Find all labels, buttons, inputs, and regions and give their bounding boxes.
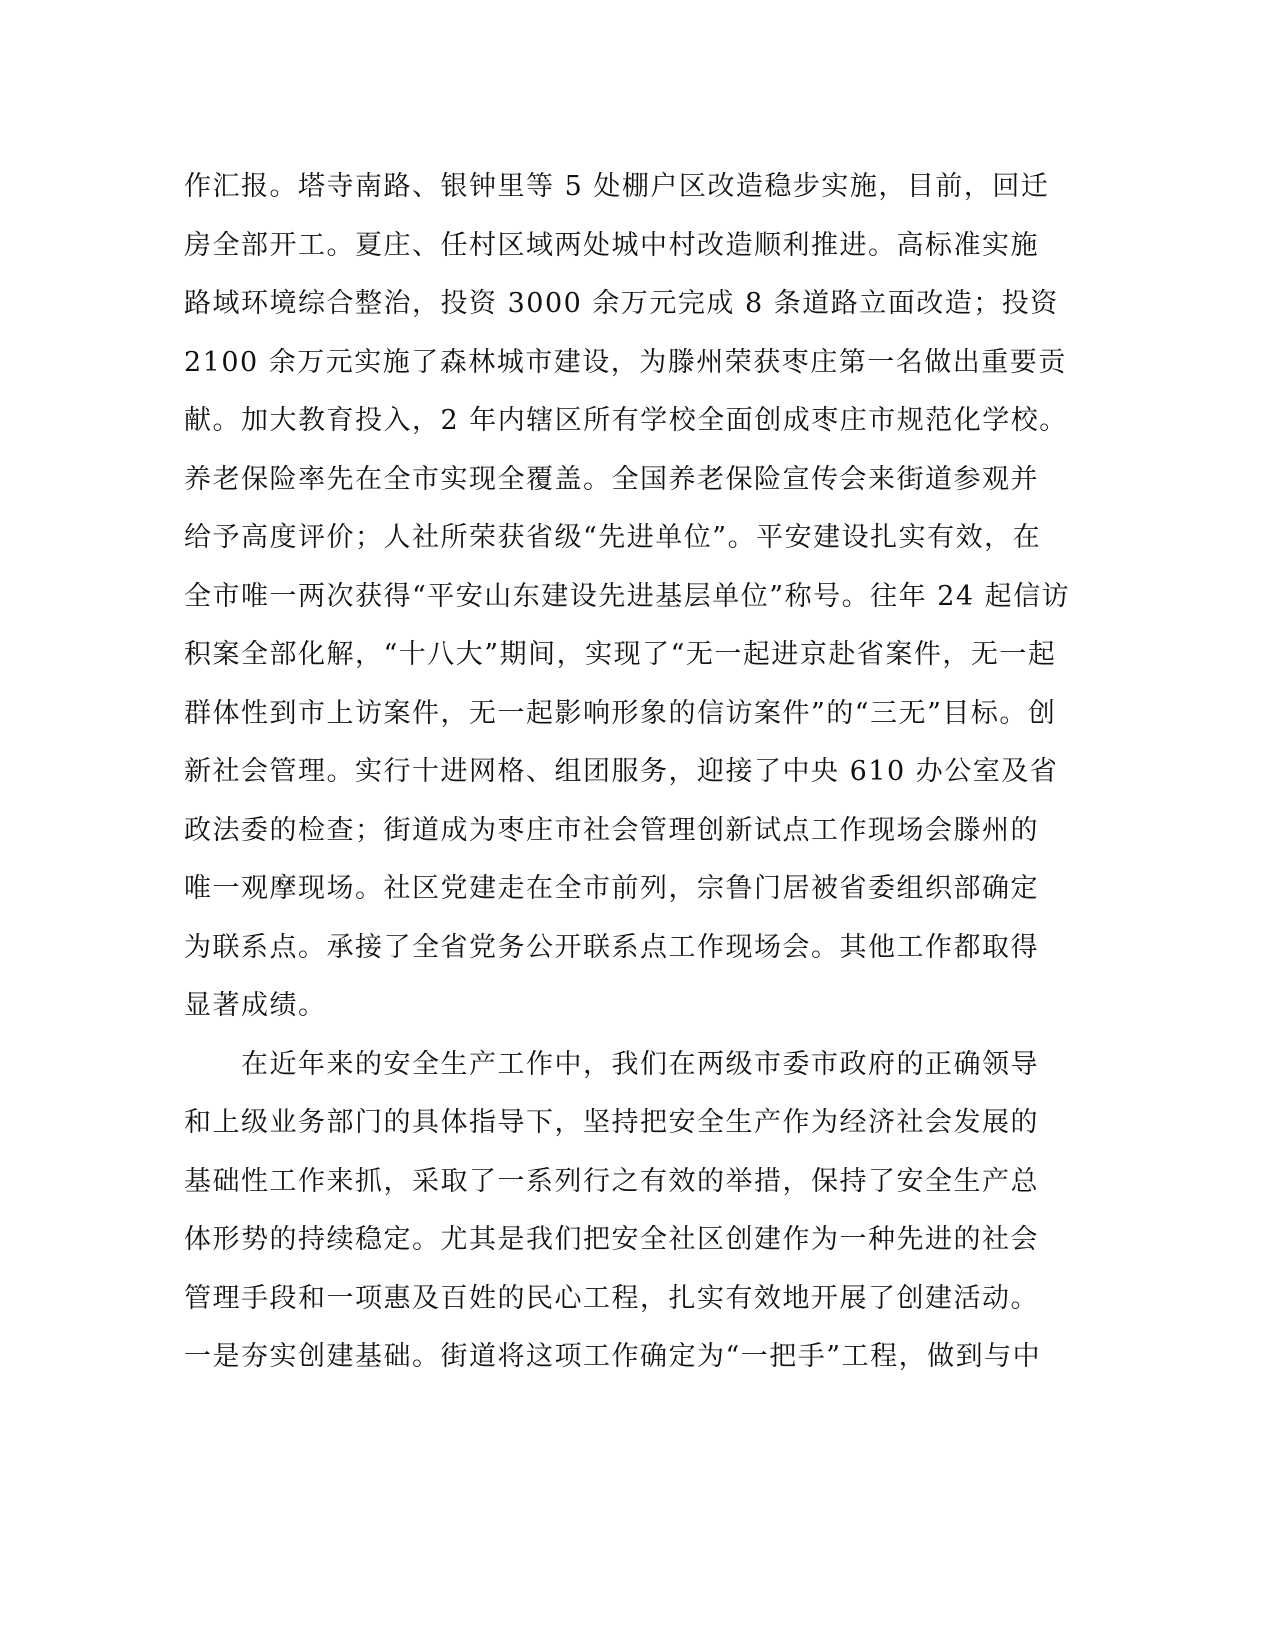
text-line: 积案全部化解，“十八大”期间，实现了“无一起进京赴省案件，无一起 xyxy=(184,639,1057,670)
text-line: 和上级业务部门的具体指导下，坚持把安全生产作为经济社会发展的 xyxy=(184,1107,1039,1138)
text-line: 新社会管理。实行十进网格、组团服务，迎接了中央 610 办公室及省 xyxy=(184,756,1059,787)
text-line: 给予高度评价；人社所荣获省级“先进单位”。平安建设扎实有效，在 xyxy=(184,522,1042,553)
text-line: 基础性工作来抓，采取了一系列行之有效的举措，保持了安全生产总 xyxy=(184,1165,1039,1197)
text-line: 全市唯一两次获得“平安山东建设先进基层单位”称号。往年 24 起信访 xyxy=(184,580,1071,612)
text-line: 显著成绩。 xyxy=(184,990,327,1021)
text-line: 在近年来的安全生产工作中，我们在两级市委市政府的正确领导 xyxy=(184,1048,1039,1080)
text-line: 一是夯实创建基础。街道将这项工作确定为“一把手”工程，做到与中 xyxy=(184,1341,1042,1372)
text-line: 唯一观摩现场。社区党建走在全市前列，宗鲁门居被省委组织部确定 xyxy=(184,873,1039,904)
text-line: 群体性到市上访案件，无一起影响形象的信访案件”的“三无”目标。创 xyxy=(184,697,1057,729)
text-line: 养老保险率先在全市实现全覆盖。全国养老保险宣传会来街道参观并 xyxy=(184,463,1039,495)
text-line: 体形势的持续稳定。尤其是我们把安全社区创建作为一种先进的社会 xyxy=(184,1224,1039,1255)
body-text xyxy=(184,158,1071,1387)
text-line: 为联系点。承接了全省党务公开联系点工作现场会。其他工作都取得 xyxy=(184,931,1039,963)
text-line: 房全部开工。夏庄、任村区域两处城中村改造顺利推进。高标准实施 xyxy=(184,229,1039,261)
text-line: 作汇报。塔寺南路、银钟里等 5 处棚户区改造稳步实施，目前，回迁 xyxy=(184,171,1050,202)
text-line: 政法委的检查；街道成为枣庄市社会管理创新试点工作现场会滕州的 xyxy=(184,814,1039,846)
text-line: 2100 余万元实施了森林城市建设，为滕州荣获枣庄第一名做出重要贡 xyxy=(184,346,1067,378)
text-line: 献。加大教育投入，2 年内辖区所有学校全面创成枣庄市规范化学校。 xyxy=(184,405,1068,436)
text-line: 路域环境综合整治，投资 3000 余万元完成 8 条道路立面改造；投资 xyxy=(184,288,1059,319)
text-line: 管理手段和一项惠及百姓的民心工程，扎实有效地开展了创建活动。 xyxy=(184,1282,1039,1314)
